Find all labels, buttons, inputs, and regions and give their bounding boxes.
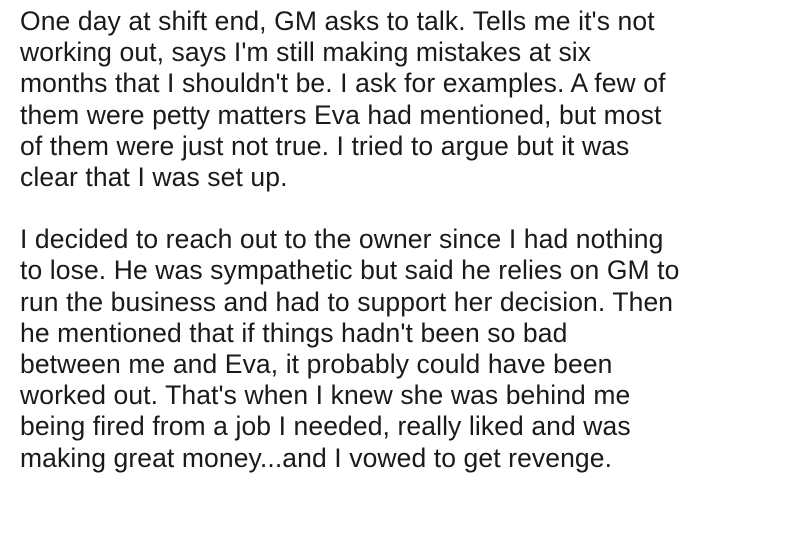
text-line: run the business and had to support her decision. Then [20, 286, 674, 317]
text-line: between me and Eva, it probably could have been [20, 349, 613, 380]
text-line: I decided to reach out to the owner since I had nothing [20, 224, 664, 255]
text-line: them were petty matters Eva had mentioned, but most [20, 99, 662, 130]
text-line: clear that I was set up. [20, 162, 288, 193]
text-line: to lose. He was sympathetic but said he relies on GM to [20, 255, 680, 286]
text-line: he mentioned that if things hadn't been so bad [20, 317, 568, 348]
paragraph-2 [20, 224, 790, 474]
text-line: of them were just not true. I tried to argue but it was [20, 130, 630, 161]
text-line: working out, says I'm still making mistakes at six [20, 37, 592, 68]
paragraph-1 [20, 6, 790, 193]
text-line: One day at shift end, GM asks to talk. Tells me it's not [20, 6, 655, 36]
text-line: being fired from a job I needed, really liked and was [20, 411, 631, 442]
text-line: making great money...and I vowed to get revenge. [20, 442, 613, 473]
text-line: months that I shouldn't be. I ask for examples. A few of [20, 68, 666, 99]
text-line: worked out. That's when I knew she was behind me [20, 380, 631, 411]
story-text [20, 6, 790, 474]
